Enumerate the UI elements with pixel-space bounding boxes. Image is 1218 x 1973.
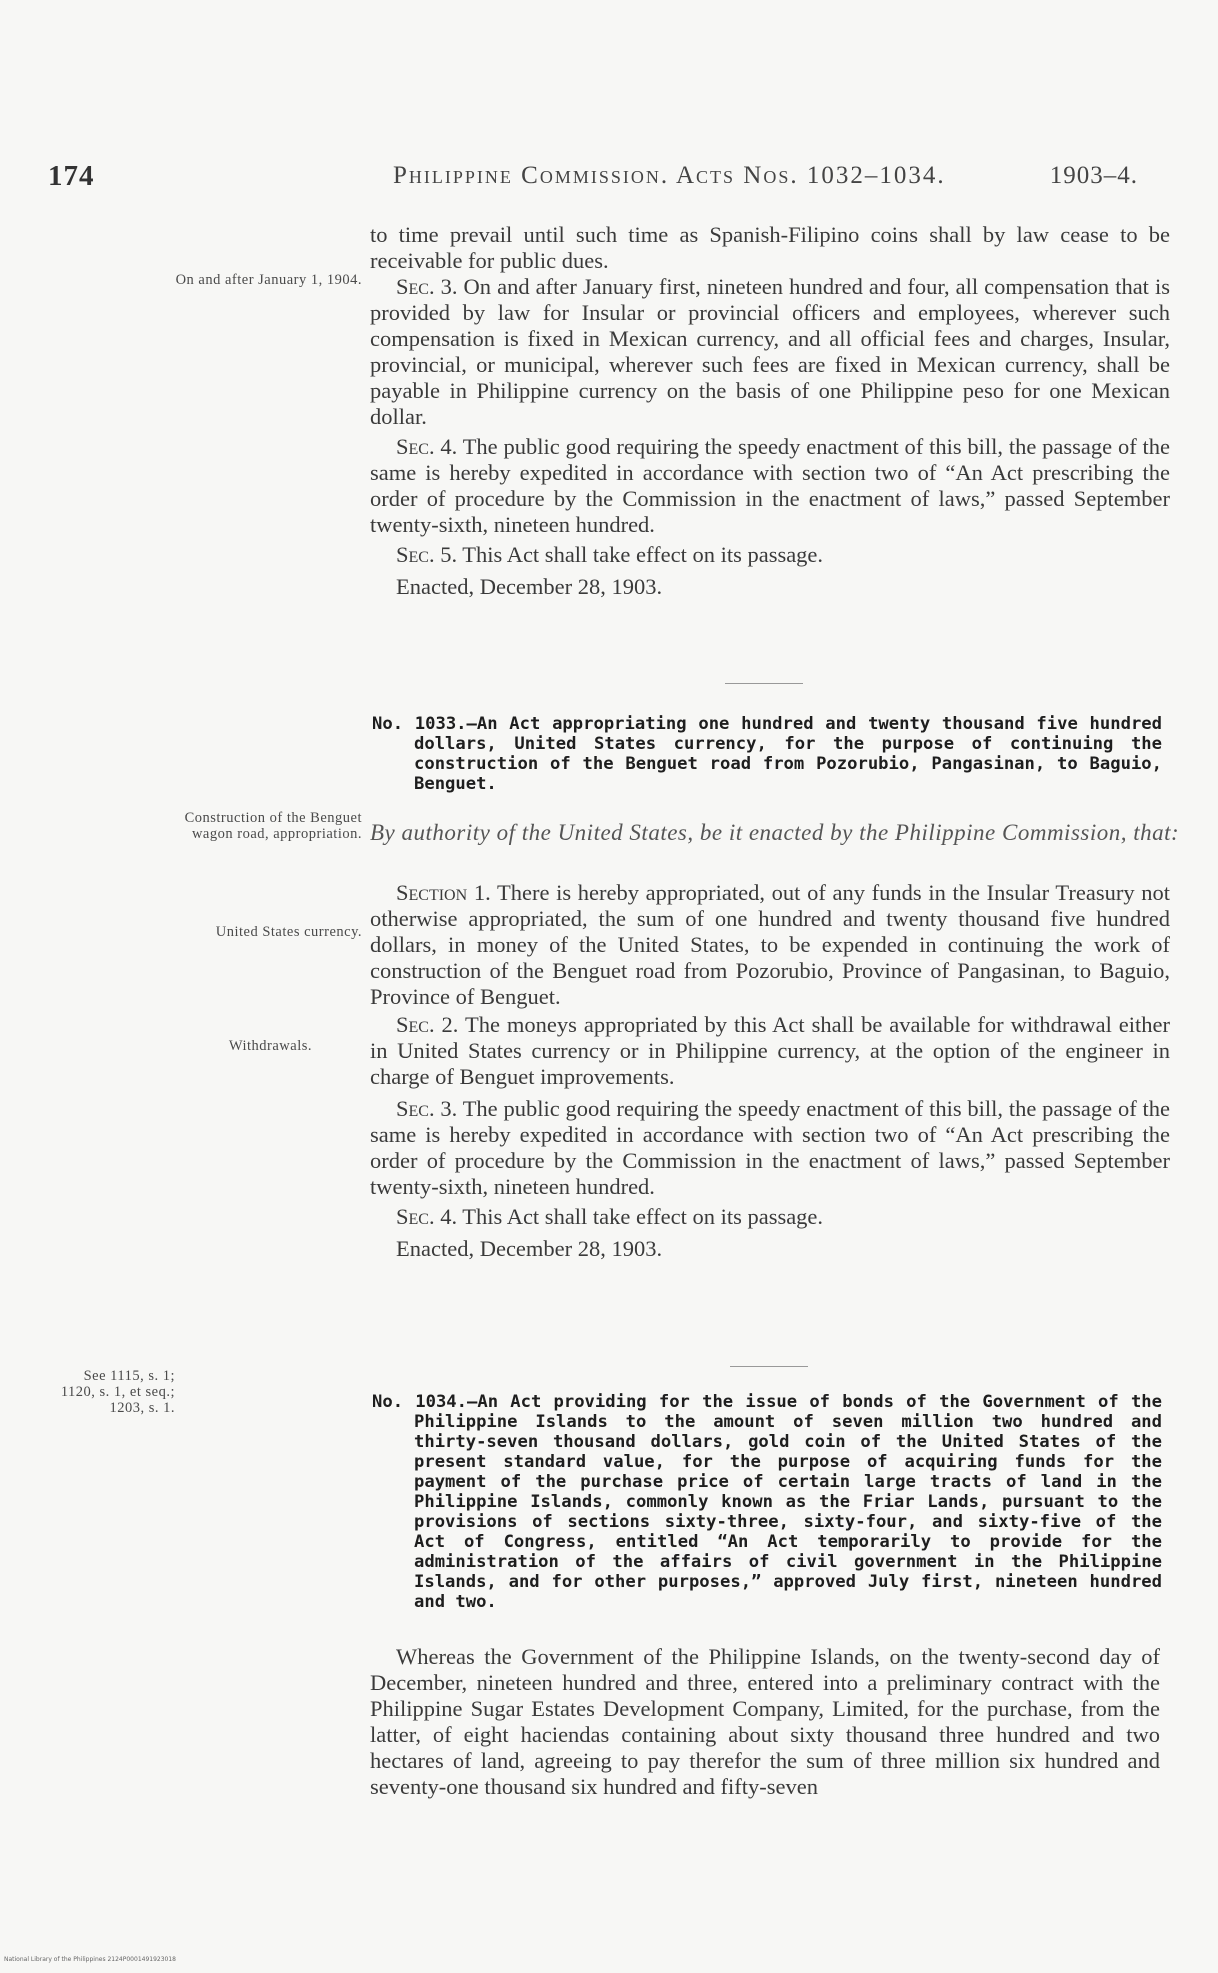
act-1033-enacting-clause: By authority of the United States, be it enacted by the Philippine Commission, that:: [370, 820, 1180, 845]
act-1033-title: [372, 714, 1162, 794]
act-1034-preamble: [370, 1644, 1160, 1800]
act-1032-enacted-date: Enacted, December 28, 1903.: [396, 574, 663, 599]
act-1033-enacted-date: Enacted, December 28, 1903.: [396, 1236, 663, 1261]
act-1034-whereas: Whereas the Government of the Philippine Islands, on the twenty-second day of December, nineteen hundred and three, entered into a preliminary contract with the Philippine Sugar Estates Development Company, Limited, for the purchase, from the latter, of eight haciendas containing about sixty thousand three hundred and two hectares of land, agreeing to pay therefor the sum of three million six hundred and seventy-one thousand six hundred and fifty-seven: [370, 1644, 1160, 1799]
act-1032-section-3: [370, 274, 1170, 430]
section-text: On and after January first, nineteen hundred and four, all compensation that is provided by law for Insular or provincial officers and employees, wherever such compensation is fixed in Mexican currency, and all official fees and charges, Insular, provincial, or municipal, wherever such fees are fixed in Mexican currency, shall be payable in Philippine currency on the basis of one Philippine peso for one Mexican dollar.: [370, 274, 1170, 429]
margin-note-on-and-after: On and after January 1, 1904.: [175, 272, 362, 288]
section-label: Sec. 4.: [396, 1204, 458, 1229]
act-1034-title: [372, 1392, 1162, 1612]
section-label: Sec. 5.: [396, 542, 458, 567]
act-1032-section-5: [370, 542, 1170, 568]
running-head-year: 1903–4.: [1049, 162, 1138, 189]
section-label: Section 1.: [396, 880, 491, 905]
margin-note-us-currency: United States currency.: [215, 924, 362, 940]
section-text: This Act shall take effect on its passage.: [457, 1204, 824, 1229]
act-1033-section-2: [370, 1012, 1170, 1090]
section-text: The public good requiring the speedy enactment of this bill, the passage of the same is hereby expedited in accordance with section two of “An Act prescribing the order of procedure by the Commission in the enactment of laws,” passed September twenty-sixth, nineteen hundred.: [370, 434, 1170, 537]
section-text: This Act shall take effect on its passage.: [457, 542, 824, 567]
page-number: 174: [48, 160, 95, 192]
scan-footer: National Library of the Philippines 2124P0001491923018: [4, 1956, 176, 1963]
page-header: [48, 160, 1148, 200]
section-text: The moneys appropriated by this Act shall be available for withdrawal either in United States currency or in Philippine currency, at the option of the engineer in charge of Benguet improvements.: [370, 1012, 1170, 1089]
section-label: Sec. 4.: [396, 434, 458, 459]
margin-note-withdrawals: Withdrawals.: [228, 1038, 312, 1054]
act-1034-title-text: No. 1034.—An Act providing for the issue of bonds of the Government of the Philippine Islands to the amount of seven million two hundred and thirty-seven thousand dollars, gold coin of the United States of the present standard value, for the purpose of acquiring funds for the payment of the purchase price of certain large tracts of land in the Philippine Islands, commonly known as the Friar Lands, pursuant to the provisions of sections sixty-three, sixty-four, and sixty-five of the Act of Congress, entitled “An Act temporarily to provide for the administration of the affairs of civil government in the Philippine Islands, and for other purposes,” approved July first, nineteen hundred and two.: [372, 1392, 1162, 1612]
act-1032-section-4: [370, 434, 1170, 538]
section-text: There is hereby appropriated, out of any funds in the Insular Treasury not otherwise appropriated, the sum of one hundred and twenty thousand five hundred dollars, in money of the United States, to be expended in continuing the work of construction of the Benguet road from Pozorubio, Province of Pangasinan, to Baguio, Province of Benguet.: [370, 880, 1170, 1009]
act-1033-text: [370, 880, 1170, 1262]
section-label: Sec. 3.: [396, 1096, 458, 1121]
section-label: Sec. 3.: [396, 274, 458, 299]
act-1032-text: [370, 222, 1170, 600]
act-1033-section-4: [370, 1204, 1170, 1230]
margin-note-see-references: See 1115, s. 1; 1120, s. 1, et seq.; 1203, s. 1.: [60, 1368, 175, 1416]
act-1033-section-1: [370, 880, 1170, 1010]
act-1032-continuation: to time prevail until such time as Spanish-Filipino coins shall by law cease to be receivable for public dues.: [370, 222, 1170, 273]
act-1033-section-3: [370, 1096, 1170, 1200]
section-label: Sec. 2.: [396, 1012, 459, 1037]
section-divider: [730, 1366, 808, 1367]
act-1033-title-text: No. 1033.—An Act appropriating one hundred and twenty thousand five hundred dollars, United States currency, for the purpose of continuing the construction of the Benguet road from Pozorubio, Pangasinan, to Baguio, Benguet.: [372, 714, 1162, 794]
margin-note-construction: Construction of the Benguet wagon road, appropriation.: [184, 810, 362, 842]
section-divider: [725, 683, 803, 684]
running-head: Philippine Commission. Acts Nos. 1032–1034.: [393, 162, 946, 189]
section-text: The public good requiring the speedy enactment of this bill, the passage of the same is hereby expedited in accordance with section two of “An Act prescribing the order of procedure by the Commission in the enactment of laws,” passed September twenty-sixth, nineteen hundred.: [370, 1096, 1170, 1199]
